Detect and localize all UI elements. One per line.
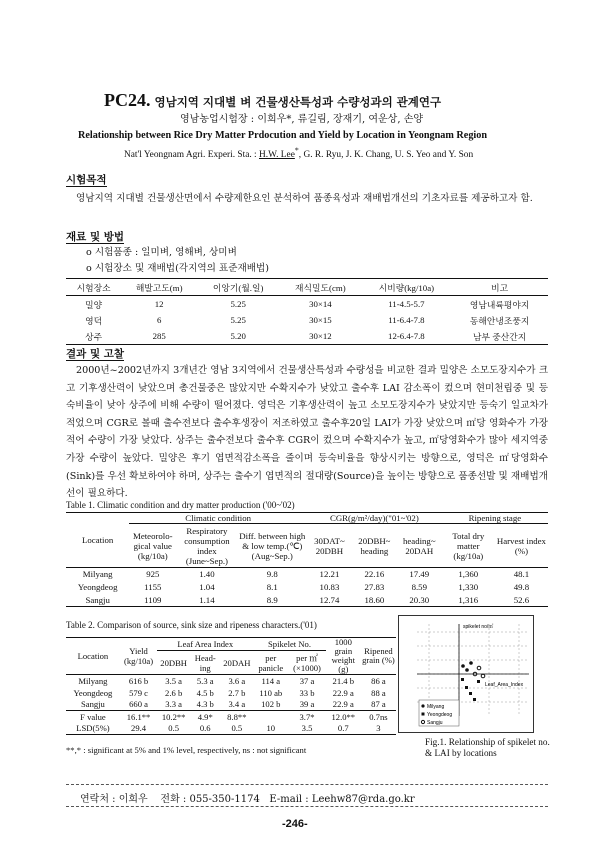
section-methods-heading: 재료 및 방법 (66, 231, 125, 243)
point-yeongdeog (465, 686, 468, 689)
table1: Location Climatic condition CGR(g/m²/day)("01~'02) Ripening stage Meteorolo-gical value (kg/10a) Respiratory consumption index (June~Sep.) Diff. between high & low temp.(℃) (Aug~Sep.) 30DAT~ 20DBH 20DBH~ heading heading~ 20DAH Total dry matter (kg/10a) Harvest index (%) Milyang 925 1.40 9.8 12.21 22.16 17.49 1,360 48.1 Yeongdeog 1155 1.04 8.1 10.83 27.83 8.59 1,330 49.8 Sangju 1109 1.14 8.9 12.74 18.60 20.30 1,316 52.6 (66, 512, 548, 607)
table-row: 상주 285 5.20 30×12 12-6.4-7.8 남부 중산간지 (66, 328, 548, 345)
paper-title (104, 90, 441, 111)
site-table-header: 시비량(kg/10a) (361, 279, 451, 296)
page-number: -246- (282, 818, 308, 830)
site-table-header: 비고 (451, 279, 548, 296)
methods-item: o 시험장소 및 재배법(각지역의 표준재배법) (86, 263, 270, 274)
table-row: 영덕 6 5.25 30×15 11-6.4-7.8 동해안냉조풍지 (85, 315, 530, 326)
figure-scatter (398, 615, 534, 733)
point-sangju (481, 674, 485, 678)
x-axis-label: Leaf_Area_Index (485, 682, 524, 688)
table1-group: Ripening stage (442, 513, 548, 524)
figure-caption: Fig.1. Relationship of spikelet no. & LAI by locations (425, 737, 550, 758)
contact-email: E-mail : Leehw87@rda.go.kr (269, 794, 415, 805)
authors-english (124, 146, 473, 160)
section-results-heading: 결과 및 고찰 (66, 348, 125, 360)
table1-group: CGR(g/m²/day)("01~'02) (307, 513, 442, 524)
table-row: Milyang 616 b 3.5 a 5.3 a 3.6 a 114 a 37 a 21.4 b 86 a (78, 675, 386, 686)
point-milyang (465, 668, 469, 672)
lead-author: H.W. Lee (259, 150, 295, 161)
results-text: 2000년~2002년까지 3개년간 영남 3지역에서 건물생산특성과 수량성을 비교한 결과 밀양은 소모도장지수가 크고 기후생산력이 낮았으며 총건물중은 많았지만 수확지수가 낮았고 출수후 LAI 감소폭이 컸으며 현미천립중 및 등숙비율이 낮아 상주에 비해 수량이 떨어졌다. 영덕은 기후생산력이 높고 소모도장지수가 낮았지만 등숙기 일교차가 적었으며 CGR로 볼때 출수전보다 출수후생장이 저조하였고 출수후20일 LAI가 가장 낮았으며 ㎡당 영화수가 가장 적어 수량이 가장 낮았다. 상주는 출수전보다 출수후 CGR이 컸으며 수확지수가 높고, ㎡당영화수가 많아 세지역중 가장 수량이 높았다. 밀양은 후기 엽면적감소폭을 줄이며 등숙비율을 향상시키는 방향으로, 영덕은 ㎡당영화수(Sink)를 우선 확보하여야 하며, 상주는 출수기 엽면적의 절대량(Source)을 높이는 방향으로 품종선발 및 재배법개선이 필요하다. (66, 365, 548, 500)
contact-phone: 전화 : 055-350-1174 (160, 794, 260, 805)
methods-list (86, 245, 269, 277)
site-table-header: 재식밀도(cm) (279, 279, 361, 296)
table-row: Yeongdeog 1155 1.04 8.1 10.83 27.83 8.59 1,330 49.8 (77, 582, 530, 592)
table-row: Sangju 660 a 3.3 a 4.3 b 3.4 a 102 b 39 a 22.9 a 87 a (66, 699, 396, 711)
site-table-header: 시험장소 (66, 279, 121, 296)
point-yeongdeog (473, 698, 476, 701)
table2-caption: Table 2. Comparison of source, sink size and ripeness characters.('01) (66, 620, 317, 630)
lead-author-mark: * (294, 146, 299, 155)
y-axis-label: spikelet no/㎡ (463, 624, 494, 630)
point-yeongdeog (461, 678, 464, 681)
table2: Location Yield (kg/10a) Leaf Area Index Spikelet No. 1000 grain weight (g) Ripened grain (%) 20DBH Head-ing 20DAH per panicle per ㎡ (×1000) Milyang 616 b 3.5 a 5.3 a 3.6 a 114 a 37 a 21.4 b 86 a Yeongdeog 579 c 2.6 b 4.5 b 2.7 b 110 ab 33 b 22.9 a 88 a Sangju 660 a 3.3 a 4.3 b 3.4 a 102 b 39 a 22.9 a 87 a F value 16.1** 10.2** 4.9* 8.8** 3.7* 12.0** 0.7ns LSD(5%) 29.4 0.5 0.6 0.5 10 3.5 0.7 3 (66, 637, 396, 735)
data-points (461, 661, 485, 701)
point-yeongdeog (469, 692, 472, 695)
contact-line (80, 790, 415, 805)
contact-name: 연락처 : 이희우 (80, 794, 148, 805)
point-milyang (469, 661, 473, 665)
site-table (66, 278, 548, 345)
scatter-plot (399, 616, 533, 732)
paper-code: PC24. (104, 90, 151, 110)
legend (419, 700, 459, 726)
legend-item: Sangju (427, 720, 443, 726)
legend-item: Yeongdeog (427, 712, 453, 718)
title-korean: 영남지역 지대별 벼 건물생산특성과 수량성과의 관계연구 (154, 95, 442, 109)
methods-item: o 시험품종 : 일미벼, 영해벼, 상미벼 (86, 247, 237, 258)
legend-item: Milyang (427, 704, 445, 710)
table2-footnote: **,* : significant at 5% and 1% level, respectively, ns : not significant (66, 745, 307, 755)
other-authors: , G. R. Ryu, J. K. Chang, U. S. Yeo and Y. Son (298, 150, 474, 161)
table1-caption: Table 1. Climatic condition and dry matter production ('00~'02) (66, 500, 295, 510)
table-row: Yeongdeog 579 c 2.6 b 4.5 b 2.7 b 110 ab 33 b 22.9 a 88 a (73, 687, 386, 698)
table-row: F value 16.1** 10.2** 4.9* 8.8** 3.7* 12.0** 0.7ns (80, 711, 388, 722)
point-sangju (477, 666, 481, 670)
table-row: LSD(5%) 29.4 0.5 0.6 0.5 10 3.5 0.7 3 (66, 723, 396, 735)
purpose-text: 영남지역 지대별 건물생산면에서 수량제한요인 분석하여 품종육성과 재배법개선의 기초자료를 제공하고자 함. (76, 193, 533, 204)
table-row: Sangju 1109 1.14 8.9 12.74 18.60 20.30 1,316 52.6 (66, 594, 548, 607)
site-table-header: 이앙기(월.일) (197, 279, 279, 296)
footer-divider-top (66, 784, 548, 785)
institution: Nat'l Yeongnam Agri. Experi. Sta. : (124, 150, 257, 161)
table1-group: Climatic condition (129, 513, 307, 524)
table-row: 밀양 12 5.25 30×14 11-4.5-5.7 영남내륙평야지 (85, 299, 530, 310)
point-yeongdeog (477, 680, 480, 683)
table1-header: Location (66, 513, 129, 568)
point-milyang (461, 664, 465, 668)
table-row: Milyang 925 1.40 9.8 12.21 22.16 17.49 1,360 48.1 (82, 569, 530, 580)
footer-divider-bottom (66, 806, 548, 807)
site-table-header: 해발고도(m) (121, 279, 197, 296)
title-english: Relationship between Rice Dry Matter Prdocution and Yield by Location in Yeongnam Region (78, 130, 487, 141)
section-purpose-heading: 시험목적 (66, 174, 107, 186)
authors-korean: 영남농업시험장 : 이희우*, 류길림, 장재기, 여운상, 손양 (180, 114, 424, 125)
